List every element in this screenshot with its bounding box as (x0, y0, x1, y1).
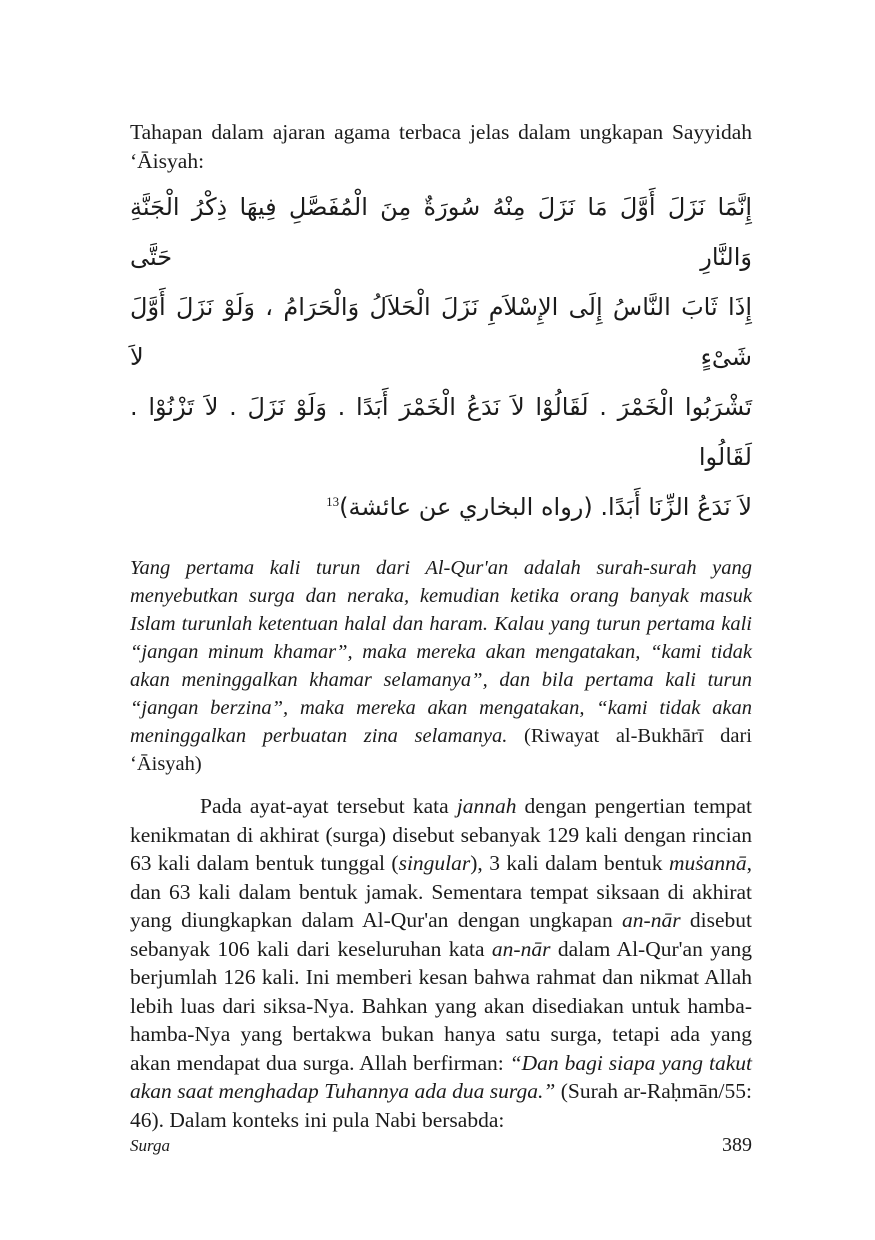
running-title: Surga (130, 1136, 170, 1155)
body-run: (Surah ar-Raḥmān/55: 46). Dalam konteks ini pula Nabi bersabda: (130, 1079, 752, 1132)
body-run-italic: muṡannā (668, 851, 747, 875)
translation-italic-text: Yang pertama kali turun dari Al-Qur'an adalah surah-surah yang menyebutkan surga dan neraka, kemudian ketika orang banyak masuk Islam turunlah ketentuan halal dan haram. Kalau yang turun pertama kali “jangan minum khamar”, maka mereka akan mengatakan, “kami tidak akan meninggalkan khamar selamanya”, dan bila pertama kali turun “jangan berzina”, maka mereka akan mengatakan, “kami tidak akan meninggalkan perbuatan zina selamanya. (130, 557, 752, 747)
page-footer (130, 1134, 752, 1157)
arabic-line-4-text: لاَ نَدَعُ الزِّنَا أَبَدًا. (رواه البخاري عن عائشة) (339, 493, 752, 521)
book-page-content (130, 118, 752, 1134)
arabic-line-3: تَشْرَبُوا الْخَمْرَ . لَقَالُوْا لاَ نَدَعُ الْخَمْرَ أَبَدًا . وَلَوْ نَزَلَ . لاَ تَزْنُوْا . لَقَالُوا (130, 393, 752, 471)
page-number: 389 (722, 1134, 752, 1156)
arabic-line-1: إِنَّمَا نَزَلَ أَوَّلَ مَا نَزَلَ مِنْهُ سُورَةٌ مِنَ الْمُفَصَّلِ فِيهَا ذِكْرُ الْجَنَّةِ وَالنَّارِ حَتَّى (130, 193, 752, 271)
translation-paragraph (130, 554, 752, 778)
arabic-line-2: إِذَا ثَابَ النَّاسُ إِلَى الإِسْلاَمِ نَزَلَ الْحَلاَلُ وَالْحَرَامُ ، وَلَوْ نَزَلَ أَوَّلَ شَىْءٍ لاَ (130, 293, 752, 371)
body-run: Pada ayat-ayat tersebut kata (200, 794, 457, 818)
body-run: disebut sebanyak 106 kali dari keseluruhan kata (130, 908, 753, 961)
arabic-line-4 (130, 482, 752, 532)
body-run: ), 3 kali dalam bentuk (470, 851, 669, 875)
arabic-hadith-quote (130, 182, 752, 532)
body-run-italic: jannah (456, 794, 517, 818)
body-run-italic: singular (398, 851, 471, 875)
footnote-marker: 13 (326, 494, 340, 509)
intro-paragraph: Tahapan dalam ajaran agama terbaca jelas dalam ungkapan Sayyidah ‘Āisyah: (130, 120, 752, 173)
body-run-italic: an-nār (622, 908, 681, 932)
body-run-italic: an-nār (491, 936, 551, 961)
body-run: , dan 63 kali dalam bentuk jamak. Sementara tempat siksaan di akhirat yang diungkapkan dalam Al-Qur'an dengan ungkapan (130, 851, 753, 932)
translation-source-citation: (Riwayat al-Bukhārī dari ‘Āisyah) (130, 725, 753, 775)
body-run-italic: “Dan bagi siapa yang takut akan saat menghadap Tuhannya ada dua surga.” (130, 1050, 752, 1103)
body-paragraph (130, 792, 752, 1134)
body-run: dengan pengertian tempat kenikmatan di akhirat (surga) disebut sebanyak 129 kali dengan rincian 63 kali dalam bentuk tunggal ( (130, 794, 752, 875)
body-run: dalam Al-Qur'an yang berjumlah 126 kali. Ini memberi kesan bahwa rahmat dan nikmat Allah lebih luas dari siksa-Nya. Bahkan yang akan disediakan untuk hamba-hamba-Nya yang bertakwa bukan hanya satu surga, tetapi ada yang akan mendapat dua surga. Allah berfirman: (130, 936, 752, 1075)
